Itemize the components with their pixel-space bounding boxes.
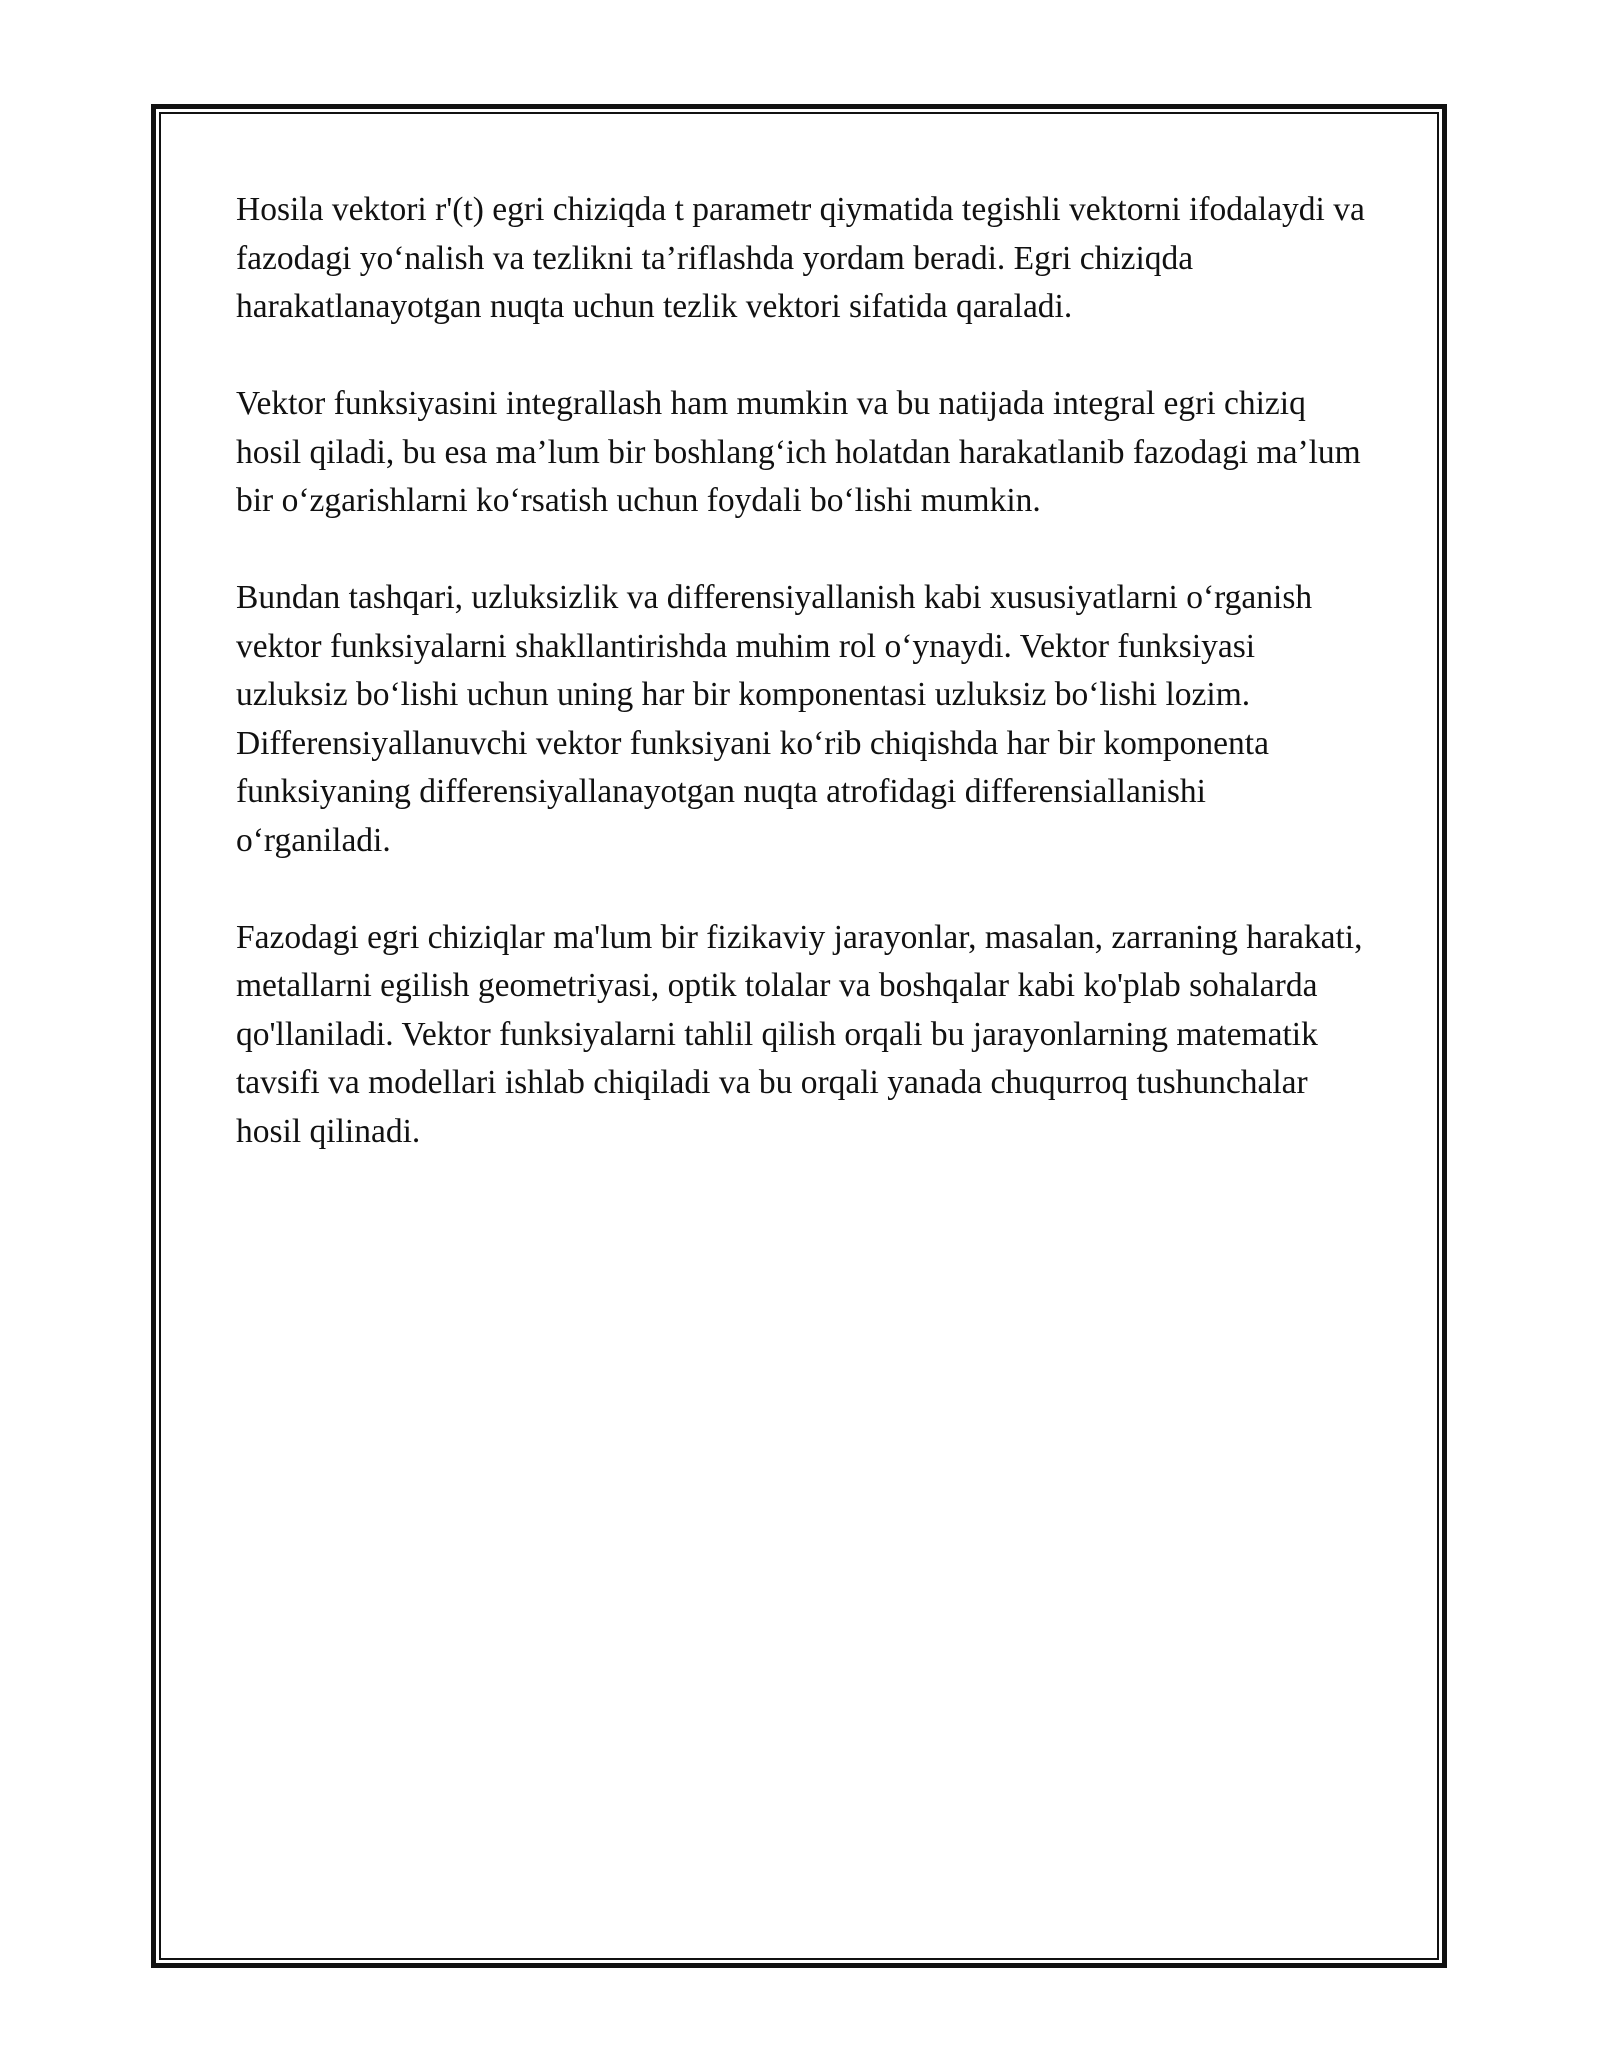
paragraph-2: Vektor funksiyasini integrallash ham mumkin va bu natijada integral egri chiziq hosil qiladi, bu esa ma’lum bir boshlang‘ich holatdan harakatlanib fazodagi ma’lum bir o‘zgarishlarni ko‘rsatish uchun foydali bo‘lishi mumkin. xyxy=(236,385,1361,519)
paragraph-4: Fazodagi egri chiziqlar ma'lum bir fizikaviy jarayonlar, masalan, zarraning harakati, metallarni egilish geometriyasi, optik tolalar va boshqalar kabi ko'plab sohalarda qo'llaniladi. Vektor funksiyalarni tahlil qilish orqali bu jarayonlarning matematik tavsifi va modellari ishlab chiqiladi va bu orqali yanada chuqurroq tushunchalar hosil qilinadi. xyxy=(236,918,1363,1150)
paragraph-3: Bundan tashqari, uzluksizlik va differensiyallanish kabi xususiyatlarni o‘rganish vektor funksiyalarni shakllantirishda muhim rol o‘ynaydi. Vektor funksiyasi uzluksiz bo‘lishi uchun uning har bir komponentasi uzluksiz bo‘lishi lozim. Differensiyallanuvchi vektor funksiyani ko‘rib chiqishda har bir komponenta funksiyaning differensiyallanayotgan nuqta atrofidagi differensiallanishi o‘rganiladi. xyxy=(236,579,1313,859)
paragraph-1: Hosila vektori r'(t) egri chiziqda t parametr qiymatida tegishli vektorni ifodalaydi va fazodagi yo‘nalish va tezlikni ta’riflashda yordam beradi. Egri chiziqda harakatlanayotgan nuqta uchun tezlik vektori sifatida qaraladi. xyxy=(236,191,1365,325)
document-body xyxy=(236,186,1366,1205)
